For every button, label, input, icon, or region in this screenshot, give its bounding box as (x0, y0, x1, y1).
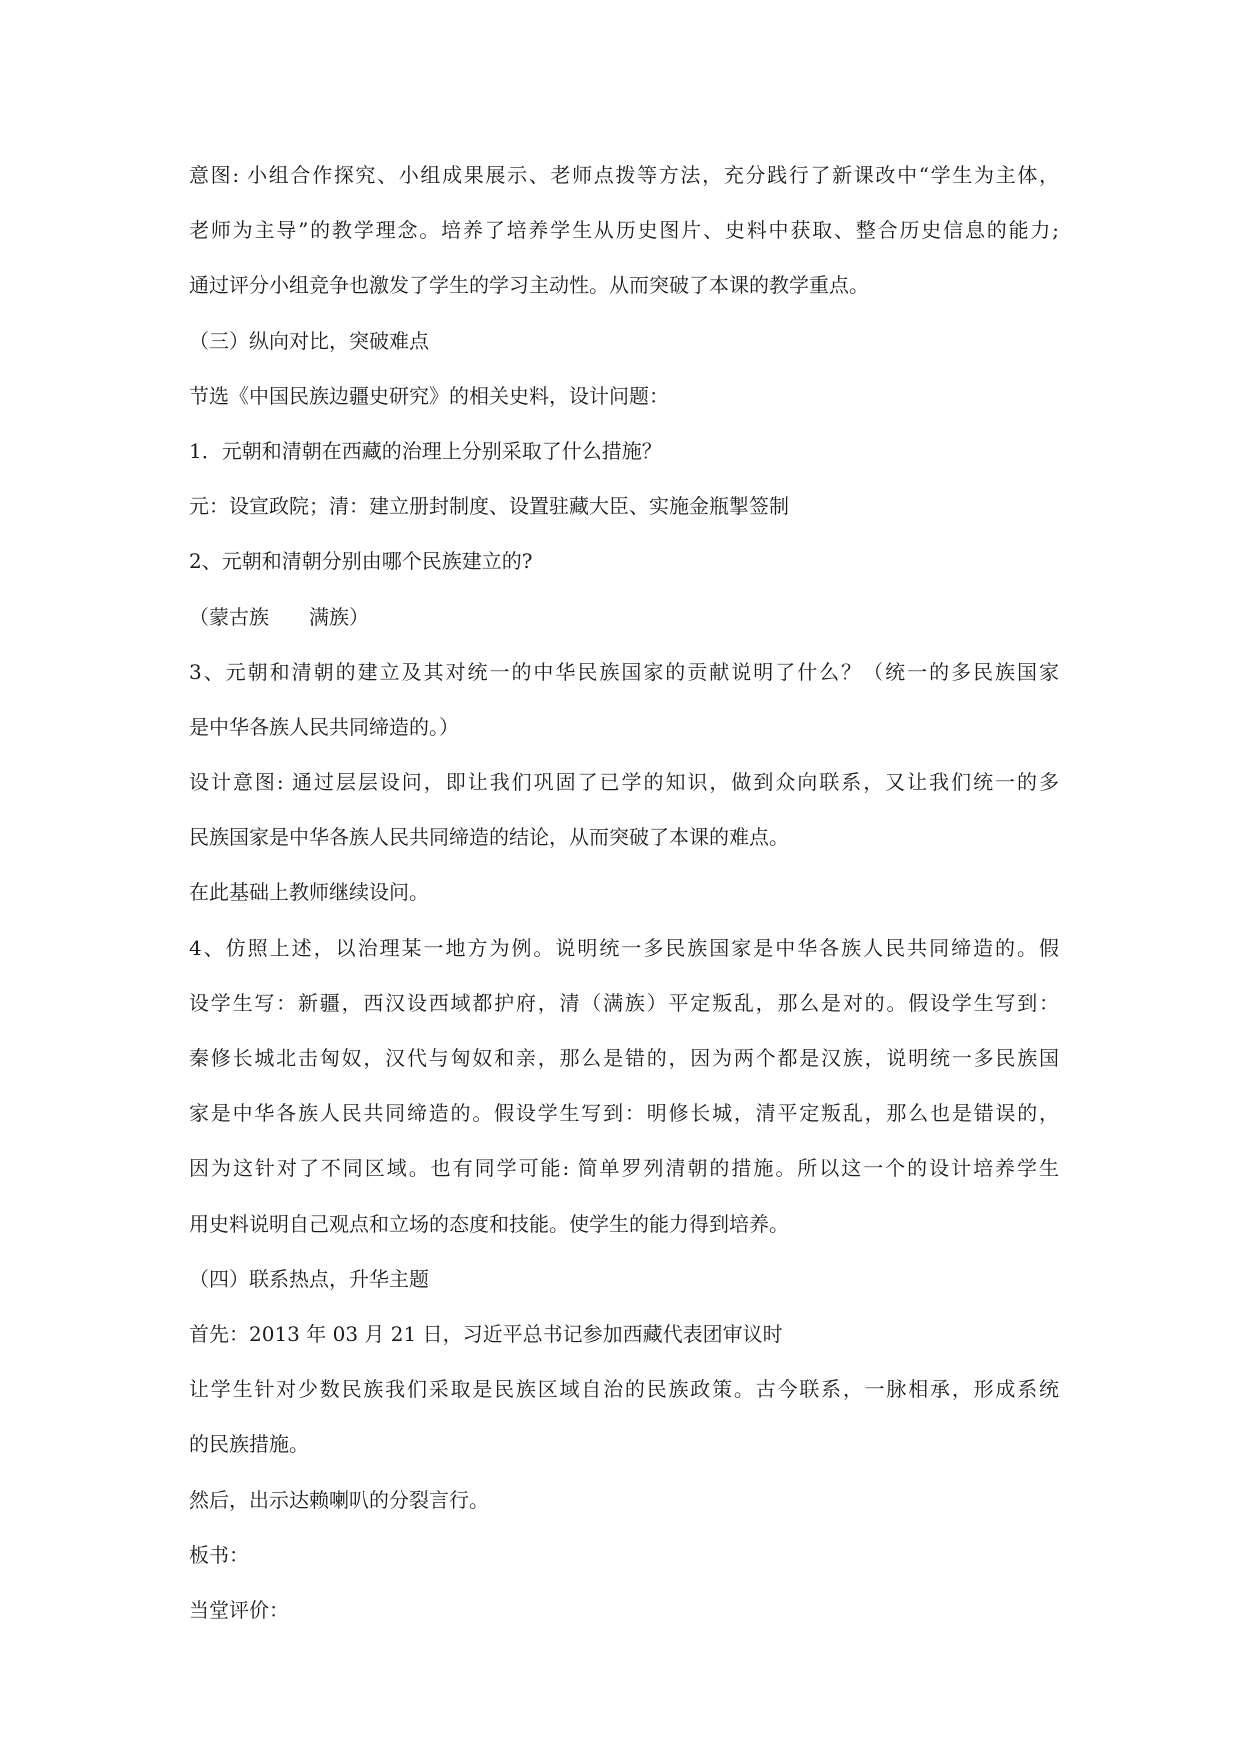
text-line: 3、元朝和清朝的建立及其对统一的中华民族国家的贡献说明了什么？（统一的多民族国家 (189, 659, 1059, 684)
text-line: 首先：2013 年 03 月 21 日，习近平总书记参加西藏代表团审议时 (189, 1321, 783, 1346)
text-line: 在此基础上教师继续设问。 (189, 880, 429, 905)
text-line: 是中华各族人民共同缔造的。） (189, 714, 459, 739)
text-line: （三）纵向对比，突破难点 (189, 328, 429, 353)
text-line: 1．元朝和清朝在西藏的治理上分别采取了什么措施？ (189, 438, 662, 463)
text-line: 通过评分小组竞争也激发了学生的学习主动性。从而突破了本课的教学重点。 (189, 273, 869, 298)
document-body (189, 156, 1059, 1646)
text-line: 当堂评价： (189, 1597, 289, 1622)
text-line: （四）联系热点，升华主题 (189, 1266, 429, 1291)
text-line: 然后，出示达赖喇叭的分裂言行。 (189, 1487, 489, 1512)
text-line: 2、元朝和清朝分别由哪个民族建立的? (189, 549, 533, 574)
text-line: 秦修长城北击匈奴，汉代与匈奴和亲，那么是错的，因为两个都是汉族，说明统一多民族国 (189, 1046, 1059, 1070)
text-line: 老师为主导”的教学理念。培养了培养学生从历史图片、史料中获取、整合历史信息的能力; (189, 218, 1059, 243)
text-line: 意图: 小组合作探究、小组成果展示、老师点拨等方法，充分践行了新课改中“学生为主体， (189, 163, 1059, 187)
text-line: 元：设宣政院；清：建立册封制度、设置驻藏大臣、实施金瓶掣签制 (189, 494, 789, 519)
text-line: 4、仿照上述，以治理某一地方为例。说明统一多民族国家是中华各族人民共同缔造的。假 (189, 935, 1059, 960)
text-line: 设学生写：新疆，西汉设西域都护府，清（满族）平定叛乱，那么是对的。假设学生写到： (189, 990, 1059, 1015)
text-line: 民族国家是中华各族人民共同缔造的结论，从而突破了本课的难点。 (189, 825, 789, 850)
text-line: 用史料说明自己观点和立场的态度和技能。使学生的能力得到培养。 (189, 1211, 789, 1236)
text-line: 因为这针对了不同区域。也有同学可能: 简单罗列清朝的措施。所以这一个的设计培养学生 (189, 1156, 1059, 1181)
text-line: （蒙古族 满族） (189, 604, 369, 629)
text-line: 节选《中国民族边疆史研究》的相关史料，设计问题： (189, 383, 669, 408)
text-line: 让学生针对少数民族我们采取是民族区域自治的民族政策。古今联系，一脉相承，形成系统 (189, 1377, 1059, 1402)
text-line: 家是中华各族人民共同缔造的。假设学生写到：明修长城，清平定叛乱，那么也是错误的， (189, 1101, 1059, 1126)
text-line: 的民族措施。 (189, 1432, 309, 1457)
text-line: 设计意图: 通过层层设问，即让我们巩固了已学的知识，做到众向联系，又让我们统一的多 (189, 770, 1059, 795)
text-line: 板书： (189, 1542, 249, 1567)
